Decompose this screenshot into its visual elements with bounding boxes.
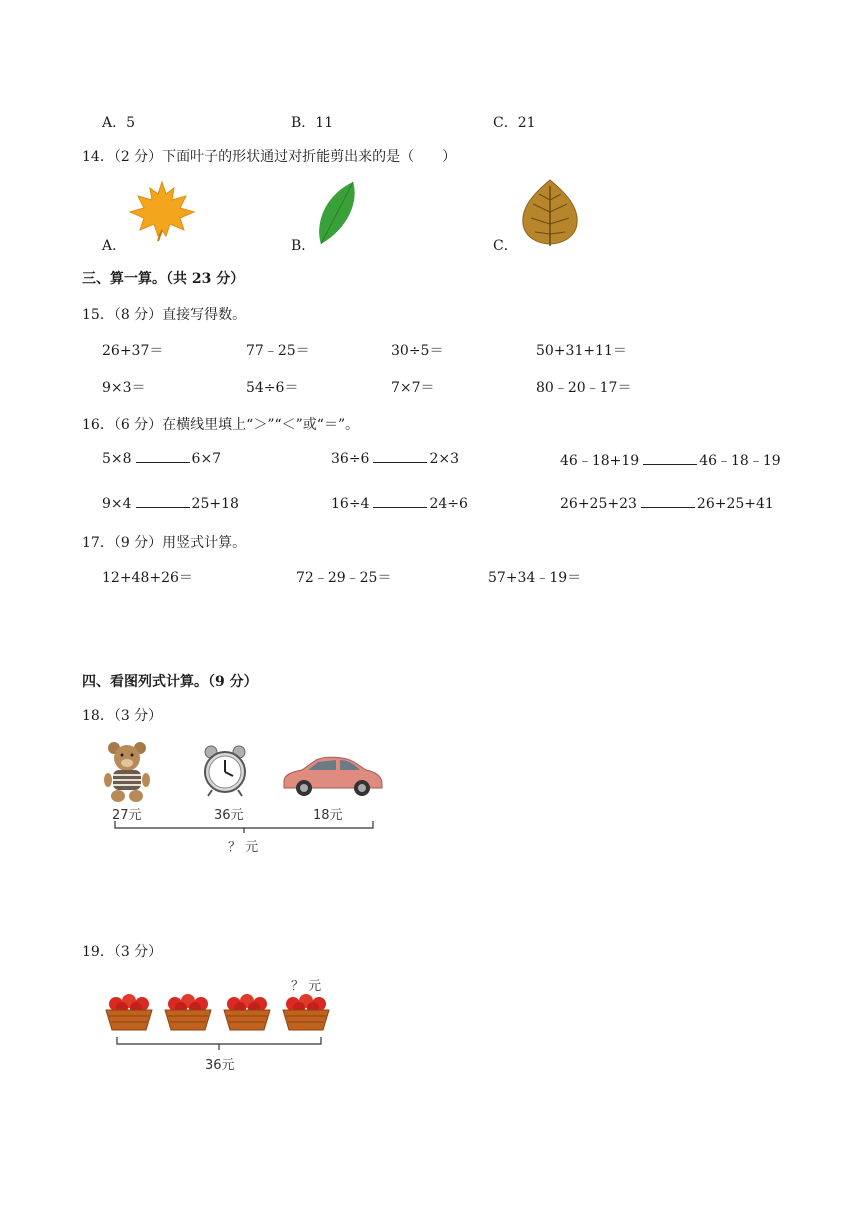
compare-right: 25+18 xyxy=(191,496,239,512)
vertical-calc-item: 72﹣29﹣25＝ xyxy=(296,570,392,586)
total-price-label: 36元 xyxy=(205,1058,235,1073)
compare-left: 46﹣18+19 xyxy=(560,453,640,469)
question-14-stem: 14．（2 分）下面叶子的形状通过对折能剪出来的是（ ） xyxy=(82,149,457,165)
calc-item: 9×3＝ xyxy=(102,380,146,396)
compare-item xyxy=(331,450,459,467)
price-label: 27元 xyxy=(112,808,142,823)
compare-left: 16÷4 xyxy=(331,496,370,512)
calc-item: 54÷6＝ xyxy=(246,380,299,396)
green-leaf-image xyxy=(315,180,357,246)
option-c-label: C． xyxy=(493,238,518,254)
question-15-stem: 15．（8 分）直接写得数。 xyxy=(82,307,247,323)
calc-item: 26+37＝ xyxy=(102,343,164,359)
price-label: 18元 xyxy=(313,808,343,823)
compare-right: 46﹣18﹣19 xyxy=(699,453,781,469)
compare-left: 36÷6 xyxy=(331,451,370,467)
answer-blank[interactable] xyxy=(136,495,190,508)
compare-right: 26+25+41 xyxy=(696,496,774,512)
total-unknown-label: ？ 元 xyxy=(228,840,259,855)
question-17-stem: 17．（9 分）用竖式计算。 xyxy=(82,535,247,551)
answer-blank[interactable] xyxy=(373,450,427,463)
compare-left: 5×8 xyxy=(102,451,132,467)
compare-item xyxy=(102,450,221,467)
apple-basket-image xyxy=(104,992,154,1032)
section-3-title: 三、算一算。（共 23 分） xyxy=(82,271,245,287)
compare-right: 2×3 xyxy=(429,451,459,467)
question-18-stem: 18．（3 分） xyxy=(82,708,163,724)
compare-item xyxy=(331,495,468,512)
answer-blank[interactable] xyxy=(643,452,697,465)
compare-item xyxy=(560,450,781,470)
compare-right: 24÷6 xyxy=(429,496,468,512)
vertical-calc-item: 12+48+26＝ xyxy=(102,570,193,586)
compare-right: 6×7 xyxy=(191,451,222,467)
question-16-stem: 16．（6 分）在横线里填上“＞”“＜”或“＝”。 xyxy=(82,417,360,433)
compare-item xyxy=(560,495,774,512)
apple-basket-image xyxy=(163,992,213,1032)
unknown-price-label: ？ 元 xyxy=(291,979,322,994)
toy-car-image xyxy=(280,752,384,798)
calc-item: 7×7＝ xyxy=(391,380,435,396)
calc-item: 30÷5＝ xyxy=(391,343,444,359)
option-b: B．11 xyxy=(291,115,334,131)
apple-basket-image xyxy=(222,992,272,1032)
option-c: C．21 xyxy=(493,115,536,131)
answer-blank[interactable] xyxy=(136,450,190,463)
apple-basket-image xyxy=(281,992,331,1032)
brown-leaf-image xyxy=(519,178,581,248)
compare-left: 9×4 xyxy=(102,496,132,512)
question-19-stem: 19．（3 分） xyxy=(82,944,163,960)
answer-blank[interactable] xyxy=(641,495,695,508)
total-brace xyxy=(116,1036,322,1052)
section-4-title: 四、看图列式计算。（9 分） xyxy=(82,674,258,690)
calc-item: 80﹣20﹣17＝ xyxy=(536,380,632,396)
compare-left: 26+25+23 xyxy=(560,496,637,512)
price-label: 36元 xyxy=(214,808,244,823)
calc-item: 77﹣25＝ xyxy=(246,343,310,359)
alarm-clock-image xyxy=(202,744,248,798)
answer-blank[interactable] xyxy=(373,495,427,508)
option-a-label: A． xyxy=(102,238,127,254)
teddy-bear-image xyxy=(104,740,150,804)
total-brace xyxy=(114,820,374,834)
calc-item: 50+31+11＝ xyxy=(536,343,627,359)
option-b-label: B． xyxy=(291,238,316,254)
option-a: A．5 xyxy=(102,115,136,131)
maple-leaf-image xyxy=(128,180,196,242)
vertical-calc-item: 57+34﹣19＝ xyxy=(488,570,582,586)
compare-item xyxy=(102,495,239,512)
